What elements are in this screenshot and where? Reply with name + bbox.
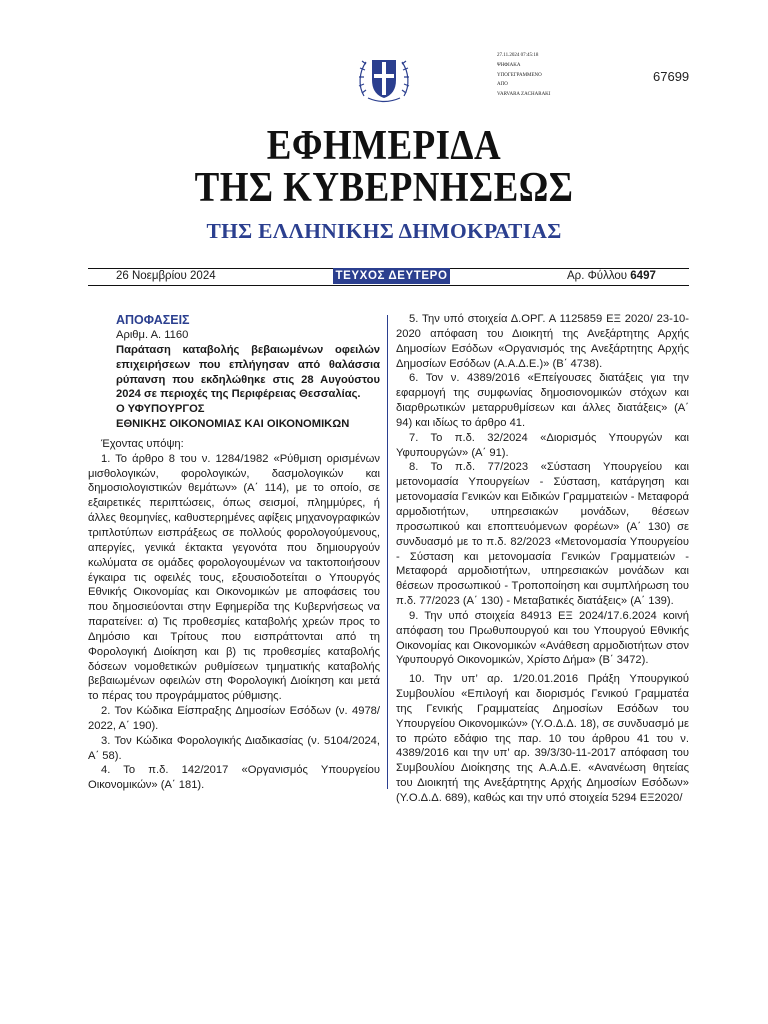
sheet-number-value: 6497 — [630, 270, 656, 282]
paragraph: 8. Το π.δ. 77/2023 «Σύσταση Υπουργείου και μετονομασία Υπουργείων - Σύσταση, κατάργηση και μετονομασία Γενικών και Ειδικών Γραμματειών - Μεταφορά αρμοδιοτήτων, υπηρεσιακών μονάδων, θέσεων προσωπικού και εποπτευόμενων φορέων» (Α΄ 130) σε συνδυασμό με το π.δ. 82/2023 «Μετονομασία Υπουργείου - Σύσταση και μετονομασία Γενικών Γραμματειών - Μεταφορά αρμοδιοτήτων, υπηρεσιακών μονάδων και θέσεων προσωπικού - Τροποποίηση και συμπλήρωση του π.δ. 77/2023 (Α΄ 130) - Μεταβατικές διατάξεις» (Α΄ 139). — [396, 461, 689, 608]
paragraph: 3. Τον Κώδικα Φορολογικής Διαδικασίας (ν. 5104/2024, Α΄ 58). — [88, 734, 380, 762]
digital-signature-stamp — [497, 51, 550, 100]
column-divider — [387, 315, 388, 789]
stamp-line: ΨΗΦΙΑΚΑ — [497, 62, 521, 68]
page-number: 67699 — [653, 69, 690, 84]
left-column — [88, 312, 380, 793]
issuing-authority: Ο ΥΦΥΠΟΥΡΓΟΣ — [116, 403, 205, 416]
masthead-subtitle: ΤΗΣ ΚΥΒΕΡΝΗΣΕΩΣ — [194, 165, 574, 211]
paragraph: 10. Την υπ’ αρ. 1/20.01.2016 Πράξη Υπουργικού Συμβουλίου «Επιλογή και διορισμός Γενικού Γραμματέα της Γενικής Γραμματείας Δημοσίων Εσόδων του Υπουργείου Οικονομικών» (Υ.Ο.Δ.Δ. 18), σε συνδυασμό με το πρώτο εδάφιο της παρ. 10 του άρθρου 41 του ν. 4389/2016 και την υπ’ αρ. 39/3/30-11-2017 απόφαση του Συμβουλίου Διοίκησης της Α.Α.Δ.Ε. «Ανανέωση θητείας του Διοικητή της Ανεξάρτητης Αρχής Δημοσίων Εσόδων» (Υ.Ο.Δ.Δ. 689), καθώς και την υπό στοιχεία 5294 ΕΞ2020/ — [396, 673, 689, 804]
paragraph: 5. Την υπό στοιχεία Δ.ΟΡΓ. Α 1125859 ΕΞ 2020/ 23-10-2020 απόφαση του Διοικητή της Ανεξάρτητης Αρχής Δημοσίων Εσόδων «Οργανισμός της Ανεξάρτητης Αρχής Δημοσίων Εσόδων (Α.Α.Δ.Ε.)» (Β΄ 4738). — [396, 313, 689, 370]
issuing-ministry: ΕΘΝΙΚΗΣ ΟΙΚΟΝΟΜΙΑΣ ΚΑΙ ΟΙΚΟΝΟΜΙΚΩΝ — [116, 418, 350, 431]
issue-bar-bottom-rule — [88, 285, 689, 286]
paragraph: 2. Τον Κώδικα Είσπραξης Δημοσίων Εσόδων (ν. 4978/ 2022, Α΄ 190). — [88, 705, 380, 732]
stamp-line: ΥΠΟΓΕΓΡΑΜΜΕΝΟ — [497, 72, 542, 78]
paragraph: 7. Το π.δ. 32/2024 «Διορισμός Υπουργών και Υφυπουργών» (Α΄ 91). — [396, 431, 689, 459]
paragraph: 9. Την υπό στοιχεία 84913 ΕΞ 2024/17.6.2024 κοινή απόφαση του Πρωθυπουργού και του Υπουργού Εθνικής Οικονομίας και Οικονομικών «Ανάθεση αρμοδιοτήτων στον Υφυπουργό Οικονομικών, Χρίστο Δήμα» (Β΄ 3472). — [396, 609, 689, 667]
paragraph: 1. Το άρθρο 8 του ν. 1284/1982 «Ρύθμιση ορισμένων μισθολογικών, φορολογικών, δασμολογικών και δημοσιολογιστικών θεμάτων» (Α΄ 114), με το οποίο, σε εξαιρετικές περιπτώσεις, όπως σεισμοί, πλημμύρες, ή άλλες θεομηνίες, καθυστερημένες αφίξεις μηχανογραφικών τριπλοτύπων εισπράξεως σε πολλούς φορολογούμενους, απεργίες, γενικά έκτακτα γεγονότα που δημιουργούν κωλύματα σε ομάδες φορολογουμένων να τακτοποιήσουν έγκαιρα τις οφειλές τους, εξουσιοδοτείται ο Υπουργός Εθνικής Οικονομίας και Οικονομικών με αποφάσεις του που δημοσιεύονται στην Εφημερίδα της Κυβερνήσεως να παρατείνει: α) Τις προθεσμίες καταβολής χρεών προς το Δημόσιο και Τρίτους που εισπράττονται από τη Φορολογική Διοίκηση και β) τις προθεσμίες καταβολής δόσεων νομοθετικών ρυθμίσεων τμηματικής καταβολής βεβαιωμένων οφειλών στη Φορολογική Διοίκηση και μετά το πέρας του προγράμματος ρύθμισης. — [88, 452, 380, 703]
sheet-label: Αρ. Φύλλου — [567, 270, 628, 282]
issue-series-badge: ΤΕΥΧΟΣ ΔΕΥΤΕΡΟ — [333, 268, 450, 284]
paragraph: 4. Το π.δ. 142/2017 «Οργανισμός Υπουργείου Οικονομικών» (Α΄ 181). — [88, 764, 380, 792]
greek-coat-of-arms-icon — [356, 50, 412, 106]
stamp-line: 27.11.2024 07:45:18 — [497, 53, 539, 58]
stamp-line: ΑΠΟ — [497, 82, 508, 88]
decision-number: Αριθμ. Α. 1160 — [116, 329, 189, 341]
right-column — [396, 312, 689, 806]
section-heading: ΑΠΟΦΑΣΕΙΣ — [116, 313, 190, 327]
decision-title: Παράταση καταβολής βεβαιωμένων οφειλών επιχειρήσεων που επλήγησαν από θαλάσσια ρύπανση που εκδηλώθηκε στις 28 Αυγούστου 2024 σε περιοχές της Περιφέρειας Θεσσαλίας. — [116, 343, 380, 401]
having-regard: Έχοντας υπόψη: — [101, 437, 184, 450]
sheet-number — [567, 270, 656, 282]
masthead-republic: ΤΗΣ ΕΛΛΗΝΙΚΗΣ ΔΗΜΟΚΡΑΤΙΑΣ — [206, 219, 562, 243]
issue-date: 26 Νοεμβρίου 2024 — [116, 270, 216, 282]
stamp-line: VARVARA ZACHARAKI — [497, 92, 551, 98]
masthead-title: ΕΦΗΜΕΡΙΔΑ — [266, 123, 502, 169]
paragraph: 6. Τον ν. 4389/2016 «Επείγουσες διατάξεις για την εφαρμογή της συμφωνίας δημοσιονομικών στόχων και διαρθρωτικών μεταρρυθμίσεων και άλλες διατάξεις» (Α΄ 94) και ιδίως το άρθρο 41. — [396, 372, 689, 429]
